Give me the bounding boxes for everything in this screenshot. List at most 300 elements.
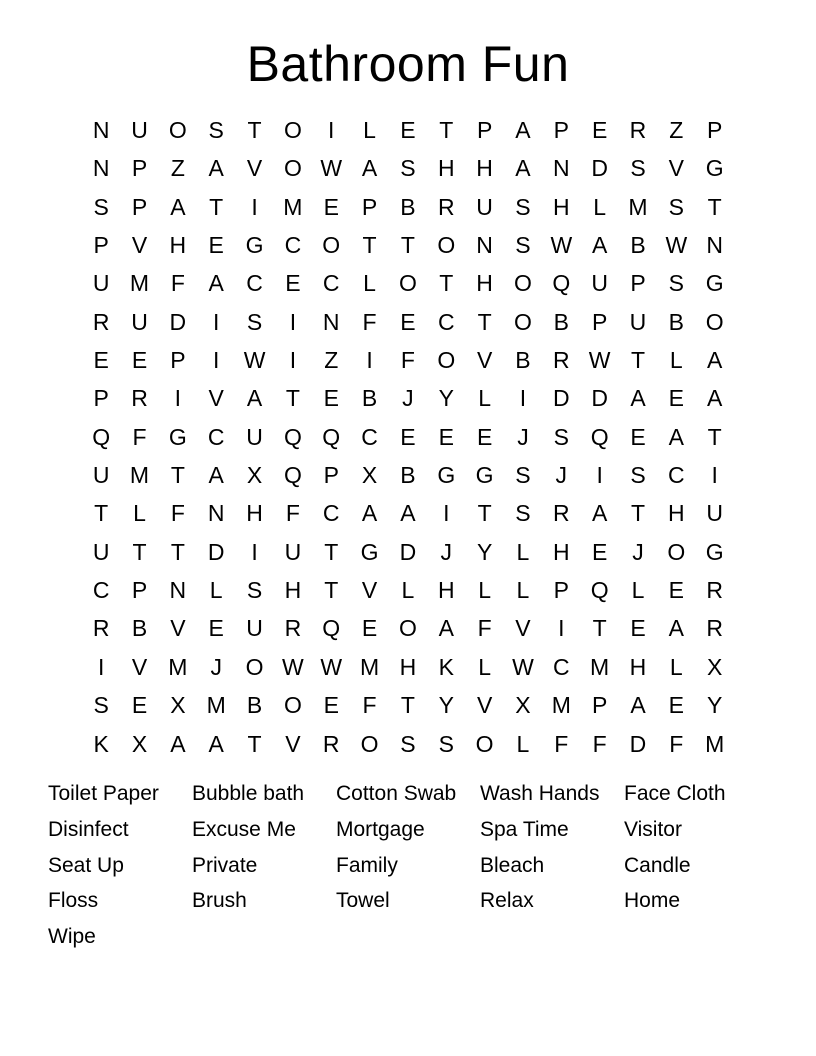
grid-letter[interactable]: J xyxy=(440,538,453,565)
grid-letter[interactable]: S xyxy=(630,462,646,489)
grid-letter[interactable]: A xyxy=(707,385,723,412)
grid-letter[interactable]: X xyxy=(361,462,378,489)
grid-letter[interactable]: V xyxy=(170,615,186,642)
grid-letter[interactable]: I xyxy=(251,538,258,565)
grid-letter[interactable]: E xyxy=(591,538,608,565)
grid-letter[interactable]: O xyxy=(245,653,264,680)
grid-letter[interactable]: E xyxy=(630,615,646,642)
grid-letter[interactable]: P xyxy=(707,117,723,143)
grid-letter[interactable]: O xyxy=(475,730,494,757)
grid-letter[interactable]: D xyxy=(552,385,570,412)
grid-letter[interactable]: G xyxy=(705,538,724,565)
grid-letter[interactable]: Y xyxy=(438,692,454,719)
grid-letter[interactable]: E xyxy=(323,385,339,412)
grid-letter[interactable]: C xyxy=(437,308,455,335)
grid-letter[interactable]: O xyxy=(283,155,302,182)
grid-letter[interactable]: V xyxy=(361,577,378,604)
grid-letter[interactable]: O xyxy=(322,232,341,259)
grid-letter[interactable]: Q xyxy=(590,423,609,450)
grid-letter[interactable]: T xyxy=(400,232,415,259)
grid-letter[interactable]: U xyxy=(629,308,647,335)
grid-letter[interactable]: O xyxy=(514,270,532,297)
grid-letter[interactable]: L xyxy=(669,347,683,374)
grid-letter[interactable]: M xyxy=(551,692,571,719)
grid-letter[interactable]: V xyxy=(208,385,224,412)
grid-letter[interactable]: N xyxy=(476,232,493,259)
grid-letter[interactable]: C xyxy=(207,423,225,450)
grid-letter[interactable]: R xyxy=(284,615,302,642)
grid-letter[interactable]: K xyxy=(438,653,454,680)
word-list-item: Excuse Me xyxy=(192,817,296,841)
grid-letter[interactable]: G xyxy=(705,155,724,182)
grid-letter[interactable]: S xyxy=(246,308,263,335)
grid-letter[interactable]: F xyxy=(400,347,415,374)
grid-letter[interactable]: U xyxy=(284,538,302,565)
grid-letter[interactable]: G xyxy=(705,270,724,297)
grid-letter[interactable]: E xyxy=(93,347,109,374)
grid-letter[interactable]: I xyxy=(711,462,718,489)
grid-letter[interactable]: U xyxy=(92,538,110,565)
grid-letter[interactable]: H xyxy=(668,500,685,527)
grid-letter[interactable]: N xyxy=(92,117,110,143)
grid-letter[interactable]: M xyxy=(283,193,303,220)
grid-letter[interactable]: O xyxy=(437,347,456,374)
grid-letter[interactable]: A xyxy=(668,423,684,450)
grid-letter[interactable]: T xyxy=(285,385,300,412)
grid-letter[interactable]: X xyxy=(515,692,531,719)
grid-letter[interactable]: D xyxy=(207,538,225,565)
grid-letter[interactable]: H xyxy=(476,155,493,182)
grid-letter[interactable]: X xyxy=(170,692,186,719)
grid-letter[interactable]: G xyxy=(168,423,187,450)
grid-letter[interactable]: O xyxy=(705,308,724,335)
grid-letter[interactable]: R xyxy=(92,615,110,642)
grid-letter[interactable]: Z xyxy=(669,117,684,143)
grid-letter[interactable]: S xyxy=(208,117,224,143)
grid-letter[interactable]: U xyxy=(476,193,493,220)
grid-letter[interactable]: F xyxy=(362,692,377,719)
grid-letter[interactable]: E xyxy=(131,347,148,374)
grid-letter[interactable]: S xyxy=(553,423,569,450)
grid-letter[interactable]: W xyxy=(320,155,343,182)
grid-letter[interactable]: T xyxy=(170,538,185,565)
grid-letter[interactable]: R xyxy=(629,117,647,143)
grid-letter[interactable]: I xyxy=(328,117,335,143)
grid-letter[interactable]: W xyxy=(512,653,534,680)
grid-letter[interactable]: J xyxy=(555,462,568,489)
grid-letter[interactable]: T xyxy=(247,730,262,757)
word-list-item: Brush xyxy=(192,889,247,913)
grid-letter[interactable]: A xyxy=(707,347,723,374)
grid-letter[interactable]: N xyxy=(552,155,570,182)
grid-letter[interactable]: O xyxy=(437,232,456,259)
word-list-item: Cotton Swab xyxy=(336,782,457,805)
grid-letter[interactable]: P xyxy=(553,117,569,143)
grid-letter[interactable]: G xyxy=(475,462,494,489)
grid-letter[interactable]: N xyxy=(706,232,723,259)
grid-letter[interactable]: D xyxy=(591,385,608,412)
grid-letter[interactable]: O xyxy=(283,692,302,719)
grid-letter[interactable]: E xyxy=(285,270,301,297)
grid-letter[interactable]: C xyxy=(552,653,570,680)
grid-letter[interactable]: E xyxy=(323,692,339,719)
grid-letter[interactable]: P xyxy=(131,193,148,220)
grid-letter[interactable]: A xyxy=(246,385,263,412)
grid-letter[interactable]: N xyxy=(169,577,187,604)
grid-letter[interactable]: E xyxy=(208,232,224,259)
grid-letter[interactable]: S xyxy=(246,577,263,604)
grid-letter[interactable]: L xyxy=(478,577,491,604)
grid-letter[interactable]: A xyxy=(208,155,224,182)
grid-letter[interactable]: D xyxy=(629,730,647,757)
grid-letter[interactable]: J xyxy=(402,385,414,412)
grid-letter[interactable]: R xyxy=(552,500,570,527)
grid-letter[interactable]: A xyxy=(591,500,608,527)
grid-letter[interactable]: L xyxy=(209,577,223,604)
grid-letter[interactable]: S xyxy=(515,462,531,489)
grid-letter[interactable]: L xyxy=(401,577,415,604)
grid-letter[interactable]: M xyxy=(129,270,150,297)
grid-letter[interactable]: M xyxy=(168,653,188,680)
grid-letter[interactable]: B xyxy=(668,308,684,335)
grid-letter[interactable]: L xyxy=(593,193,607,220)
grid-letter[interactable]: T xyxy=(209,193,224,220)
grid-letter[interactable]: A xyxy=(170,193,186,220)
grid-letter[interactable]: K xyxy=(93,730,109,757)
grid-letter[interactable]: H xyxy=(476,270,493,297)
grid-letter[interactable]: U xyxy=(591,270,608,297)
grid-letter[interactable]: O xyxy=(398,270,417,297)
grid-letter[interactable]: V xyxy=(131,232,148,259)
word-list-item: Home xyxy=(624,889,681,913)
grid-letter[interactable]: E xyxy=(400,117,416,143)
word-list-item: Candle xyxy=(624,853,691,877)
grid-letter[interactable]: T xyxy=(132,538,147,565)
grid-letter[interactable]: Q xyxy=(283,423,302,450)
grid-letter[interactable]: O xyxy=(514,308,532,335)
grid-letter[interactable]: N xyxy=(322,308,340,335)
grid-letter[interactable]: M xyxy=(206,692,226,719)
grid-letter[interactable]: S xyxy=(93,193,109,220)
grid-letter[interactable]: A xyxy=(515,155,531,182)
grid-letter[interactable]: A xyxy=(170,730,186,757)
grid-letter[interactable]: D xyxy=(591,155,608,182)
grid-letter[interactable]: A xyxy=(668,615,684,642)
grid-letter[interactable]: E xyxy=(668,692,684,719)
grid-letter[interactable]: P xyxy=(591,692,608,719)
grid-letter[interactable]: E xyxy=(131,692,148,719)
grid-letter[interactable]: Q xyxy=(590,577,609,604)
grid-letter[interactable]: B xyxy=(630,232,646,259)
grid-letter[interactable]: N xyxy=(92,155,110,182)
grid-letter[interactable]: I xyxy=(558,615,565,642)
word-list xyxy=(48,776,778,955)
grid-letter[interactable]: Z xyxy=(324,347,339,374)
word-list-item: Wipe xyxy=(48,925,96,949)
grid-letter[interactable]: B xyxy=(361,385,378,412)
grid-letter[interactable]: I xyxy=(213,308,220,335)
grid-letter[interactable]: E xyxy=(668,577,684,604)
grid-letter[interactable]: O xyxy=(168,117,187,143)
grid-letter[interactable]: X xyxy=(131,730,148,757)
grid-letter[interactable]: S xyxy=(668,270,684,297)
grid-letter[interactable]: B xyxy=(246,692,263,719)
grid-letter[interactable]: J xyxy=(210,653,222,680)
grid-letter[interactable]: P xyxy=(93,232,109,259)
grid-letter[interactable]: I xyxy=(97,653,105,680)
grid-letter[interactable]: E xyxy=(668,385,684,412)
grid-letter[interactable]: W xyxy=(550,232,573,259)
word-list-item: Floss xyxy=(48,889,99,913)
grid-letter[interactable]: R xyxy=(131,385,148,412)
grid-letter[interactable]: R xyxy=(552,347,570,374)
grid-letter[interactable]: X xyxy=(707,653,723,680)
grid-letter[interactable]: L xyxy=(516,577,530,604)
grid-letter[interactable]: S xyxy=(400,730,416,757)
grid-letter[interactable]: M xyxy=(129,462,150,489)
grid-letter[interactable]: P xyxy=(170,347,186,374)
grid-letter[interactable]: S xyxy=(515,193,531,220)
grid-letter[interactable]: W xyxy=(320,653,343,680)
grid-letter[interactable]: T xyxy=(324,577,339,604)
grid-letter[interactable]: E xyxy=(400,423,416,450)
grid-letter[interactable]: S xyxy=(438,730,454,757)
grid-letter[interactable]: H xyxy=(246,500,263,527)
grid-letter[interactable]: L xyxy=(516,730,530,757)
grid-letter[interactable]: A xyxy=(630,385,646,412)
grid-letter[interactable]: F xyxy=(285,500,300,527)
grid-letter[interactable]: R xyxy=(706,577,723,604)
grid-letter[interactable]: B xyxy=(400,462,416,489)
grid-letter[interactable]: I xyxy=(213,347,220,374)
grid-letter[interactable]: J xyxy=(517,423,529,450)
grid-letter[interactable]: Q xyxy=(552,270,571,297)
grid-letter[interactable]: A xyxy=(515,117,531,143)
grid-letter[interactable]: B xyxy=(400,193,416,220)
grid-letter[interactable]: A xyxy=(208,730,224,757)
grid-letter[interactable]: B xyxy=(131,615,148,642)
grid-letter[interactable]: V xyxy=(246,155,263,182)
grid-letter[interactable]: L xyxy=(363,117,376,143)
grid-letter[interactable]: P xyxy=(131,577,148,604)
grid-letter[interactable]: E xyxy=(438,423,454,450)
grid-letter[interactable]: U xyxy=(131,117,148,143)
grid-letter[interactable]: P xyxy=(476,117,493,143)
grid-letter[interactable]: C xyxy=(668,462,685,489)
grid-letter[interactable]: Y xyxy=(438,385,454,412)
grid-letter[interactable]: S xyxy=(630,155,646,182)
grid-letter[interactable]: H xyxy=(169,232,187,259)
grid-letter[interactable]: A xyxy=(400,500,416,527)
grid-letter[interactable]: H xyxy=(552,538,570,565)
grid-letter[interactable]: R xyxy=(92,308,110,335)
grid-letter[interactable]: A xyxy=(208,462,224,489)
grid-letter[interactable]: C xyxy=(361,423,378,450)
grid-letter[interactable]: V xyxy=(476,692,493,719)
grid-letter[interactable]: L xyxy=(516,538,530,565)
grid-letter[interactable]: H xyxy=(284,577,302,604)
grid-letter[interactable]: S xyxy=(515,232,531,259)
grid-letter[interactable]: F xyxy=(170,500,185,527)
grid-letter[interactable]: T xyxy=(707,423,722,450)
grid-letter[interactable]: F xyxy=(362,308,377,335)
grid-letter[interactable]: W xyxy=(588,347,611,374)
grid-letter[interactable]: O xyxy=(360,730,379,757)
grid-letter[interactable]: U xyxy=(92,462,110,489)
grid-letter[interactable]: T xyxy=(477,500,492,527)
grid-letter[interactable]: T xyxy=(362,232,377,259)
grid-letter[interactable]: F xyxy=(554,730,569,757)
grid-letter[interactable]: H xyxy=(552,193,570,220)
grid-letter[interactable]: F xyxy=(592,730,607,757)
grid-letter[interactable]: U xyxy=(92,270,110,297)
grid-letter[interactable]: E xyxy=(361,615,378,642)
grid-letter[interactable]: F xyxy=(170,270,185,297)
grid-letter[interactable]: P xyxy=(361,193,378,220)
word-list-item: Visitor xyxy=(624,817,682,841)
grid-letter[interactable]: D xyxy=(169,308,187,335)
grid-letter[interactable]: T xyxy=(707,193,722,220)
grid-letter[interactable]: I xyxy=(519,385,527,412)
grid-letter[interactable]: T xyxy=(477,308,492,335)
grid-letter[interactable]: M xyxy=(705,730,725,757)
grid-letter[interactable]: N xyxy=(207,500,225,527)
grid-letter[interactable]: H xyxy=(437,155,455,182)
grid-letter[interactable]: P xyxy=(630,270,646,297)
grid-letter[interactable]: T xyxy=(94,500,109,527)
grid-letter[interactable]: W xyxy=(243,347,266,374)
grid-letter[interactable]: M xyxy=(359,653,380,680)
grid-letter[interactable]: P xyxy=(93,385,109,412)
grid-letter[interactable]: E xyxy=(208,615,224,642)
grid-letter[interactable]: Q xyxy=(92,423,111,450)
grid-letter[interactable]: W xyxy=(665,232,688,259)
grid-letter[interactable]: B xyxy=(553,308,569,335)
grid-letter[interactable]: R xyxy=(322,730,340,757)
grid-letter[interactable]: M xyxy=(590,653,610,680)
grid-letter[interactable]: M xyxy=(628,193,648,220)
grid-letter[interactable]: Q xyxy=(322,615,341,642)
grid-letter[interactable]: G xyxy=(437,462,456,489)
grid-letter[interactable]: X xyxy=(246,462,263,489)
grid-letter[interactable]: Q xyxy=(283,462,302,489)
grid-letter[interactable]: V xyxy=(476,347,493,374)
grid-letter[interactable]: C xyxy=(246,270,263,297)
grid-letter[interactable]: U xyxy=(131,308,148,335)
grid-letter[interactable]: T xyxy=(170,462,185,489)
grid-letter[interactable]: O xyxy=(398,615,417,642)
grid-letter[interactable]: T xyxy=(630,500,646,527)
grid-letter[interactable]: T xyxy=(324,538,339,565)
grid-letter[interactable]: L xyxy=(478,653,491,680)
grid-letter[interactable]: H xyxy=(437,577,455,604)
grid-letter[interactable]: Y xyxy=(476,538,493,565)
grid-letter[interactable]: A xyxy=(208,270,224,297)
grid-letter[interactable]: L xyxy=(363,270,376,297)
grid-letter[interactable]: G xyxy=(360,538,379,565)
grid-letter[interactable]: R xyxy=(706,615,723,642)
grid-letter[interactable]: U xyxy=(246,615,263,642)
grid-letter[interactable]: O xyxy=(283,117,302,143)
grid-letter[interactable]: D xyxy=(399,538,417,565)
grid-letter[interactable]: T xyxy=(400,692,415,719)
grid-letter[interactable]: C xyxy=(92,577,110,604)
grid-letter[interactable]: C xyxy=(322,270,340,297)
grid-letter[interactable]: P xyxy=(131,155,148,182)
grid-letter[interactable]: G xyxy=(245,232,264,259)
word-list-item: Toilet Paper xyxy=(48,782,159,805)
grid-letter[interactable]: V xyxy=(285,730,301,757)
grid-letter[interactable]: F xyxy=(477,615,492,642)
grid-letter[interactable]: H xyxy=(399,653,417,680)
grid-letter[interactable]: V xyxy=(668,155,684,182)
grid-letter[interactable]: L xyxy=(133,500,146,527)
grid-letter[interactable]: E xyxy=(400,308,416,335)
grid-letter[interactable]: L xyxy=(631,577,645,604)
grid-letter[interactable]: A xyxy=(591,232,608,259)
grid-letter[interactable]: V xyxy=(131,653,148,680)
grid-letter[interactable]: L xyxy=(478,385,491,412)
grid-letter[interactable]: S xyxy=(93,692,109,719)
grid-letter[interactable]: I xyxy=(596,462,603,489)
grid-letter[interactable]: L xyxy=(669,653,683,680)
word-list-item: Bleach xyxy=(480,853,545,877)
grid-letter[interactable]: J xyxy=(632,538,644,565)
grid-letter[interactable]: V xyxy=(515,615,531,642)
grid-letter[interactable]: S xyxy=(668,193,684,220)
grid-letter[interactable]: A xyxy=(438,615,454,642)
grid-letter[interactable]: U xyxy=(246,423,263,450)
grid-letter[interactable]: T xyxy=(439,117,454,143)
grid-letter[interactable]: T xyxy=(592,615,607,642)
grid-letter[interactable]: I xyxy=(174,385,182,412)
grid-letter[interactable]: S xyxy=(515,500,531,527)
grid-letter[interactable]: I xyxy=(289,308,297,335)
grid-letter[interactable]: A xyxy=(361,500,378,527)
grid-letter[interactable]: Y xyxy=(707,692,723,719)
grid-letter[interactable]: A xyxy=(630,692,646,719)
grid-letter[interactable]: C xyxy=(284,232,302,259)
grid-letter[interactable]: C xyxy=(322,500,340,527)
grid-letter[interactable]: E xyxy=(323,193,339,220)
grid-letter[interactable]: W xyxy=(282,653,304,680)
grid-letter[interactable]: A xyxy=(361,155,378,182)
grid-letter[interactable]: I xyxy=(251,193,258,220)
grid-letter[interactable]: Z xyxy=(170,155,185,182)
grid-letter[interactable]: F xyxy=(669,730,684,757)
grid-letter[interactable]: T xyxy=(630,347,646,374)
grid-letter[interactable]: U xyxy=(706,500,723,527)
grid-letter[interactable]: O xyxy=(667,538,686,565)
grid-letter[interactable]: P xyxy=(323,462,339,489)
grid-letter[interactable]: H xyxy=(629,653,647,680)
grid-letter[interactable]: B xyxy=(515,347,531,374)
grid-letter[interactable]: I xyxy=(366,347,373,374)
grid-letter[interactable]: S xyxy=(400,155,416,182)
grid-letter[interactable]: T xyxy=(247,117,262,143)
grid-letter[interactable]: F xyxy=(132,423,147,450)
grid-letter[interactable]: R xyxy=(437,193,455,220)
grid-letter[interactable]: T xyxy=(439,270,454,297)
grid-letter[interactable]: I xyxy=(443,500,450,527)
grid-letter[interactable]: I xyxy=(289,347,297,374)
grid-letter[interactable]: E xyxy=(591,117,608,143)
grid-letter[interactable]: E xyxy=(476,423,493,450)
grid-letter[interactable]: E xyxy=(630,423,646,450)
grid-letter[interactable]: P xyxy=(553,577,569,604)
grid-letter[interactable]: Q xyxy=(322,423,341,450)
grid-letter[interactable]: P xyxy=(591,308,608,335)
